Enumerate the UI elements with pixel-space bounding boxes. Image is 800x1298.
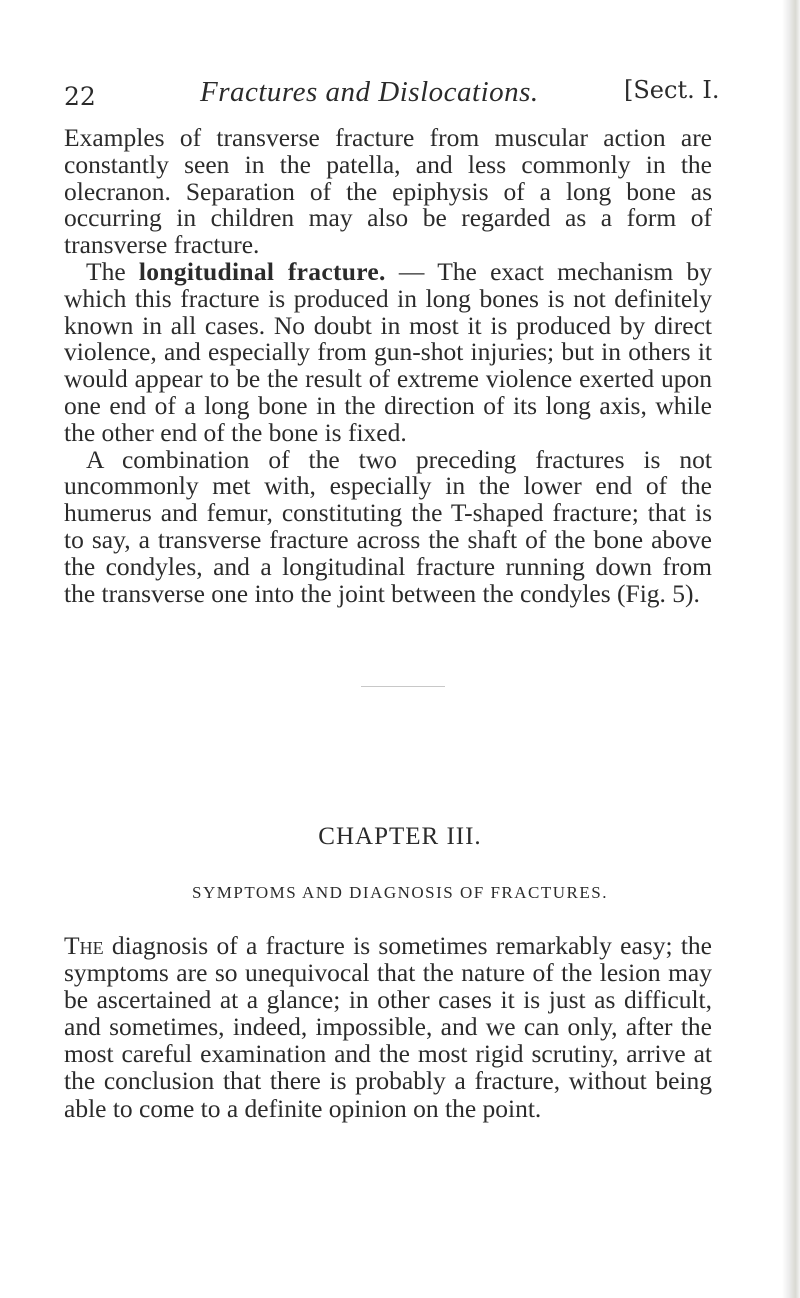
page-edge-shadow (782, 0, 800, 1298)
term-longitudinal-fracture: longitudinal fracture. (138, 256, 386, 286)
chapter-title: CHAPTER III. (318, 823, 482, 850)
section-divider (361, 686, 445, 687)
page-number: 22 (64, 82, 96, 111)
section-marker: [Sect. I. (624, 76, 720, 104)
body-text (64, 125, 712, 607)
chapter-lead-word: The (64, 931, 104, 960)
running-title: Fractures and Dislocations. (200, 76, 539, 108)
paragraph-t-shaped-fracture: A combination of the two preceding fractures is not uncommonly met with, especially in the lower end of the humerus and femur, constituting the T-shaped fracture; that is to say, a transverse fracture across the shaft of the bone above the condyles, and a longitudinal fracture running down from the transverse one into the joint between the condyles (Fig. 5). (64, 444, 712, 608)
chapter-body (64, 932, 712, 1122)
chapter-subtitle: SYMPTOMS AND DIAGNOSIS OF FRACTURES. (192, 883, 608, 902)
paragraph-transverse-examples: Examples of transverse fracture from muscular action are constantly seen in the patella, and less commonly in the olecranon. Separation of the epiphysis of a long bone as occurring in children may also be regarded as a form of transverse fracture. (64, 123, 712, 260)
paragraph-lead-word: The (86, 256, 126, 286)
paragraph-diagnosis-text: diagnosis of a fracture is sometimes remarkably easy; the symptoms are so unequivocal that the nature of the lesion may be ascertained at a glance; in other cases it is just as difficult, and sometimes, indeed, impossible, and we can only, after the most careful examination and the most rigid scrutiny, arrive at the conclusion that there is probably a fracture, without being able to come to a definite opinion on the point. (64, 931, 712, 1123)
running-header (64, 72, 744, 112)
paragraph-diagnosis (64, 932, 712, 1122)
paragraph-longitudinal-text: — The exact mechanism by which this fracture is produced in long bones is not definitely known in all cases. No doubt in most it is produced by direct violence, and especially from gun-shot injuries; but in others it would appear to be the result of extreme violence exerted upon one end of a long bone in the direction of its long axis, while the other end of the bone is fixed. (64, 256, 713, 447)
paragraph-longitudinal-fracture (64, 256, 713, 447)
